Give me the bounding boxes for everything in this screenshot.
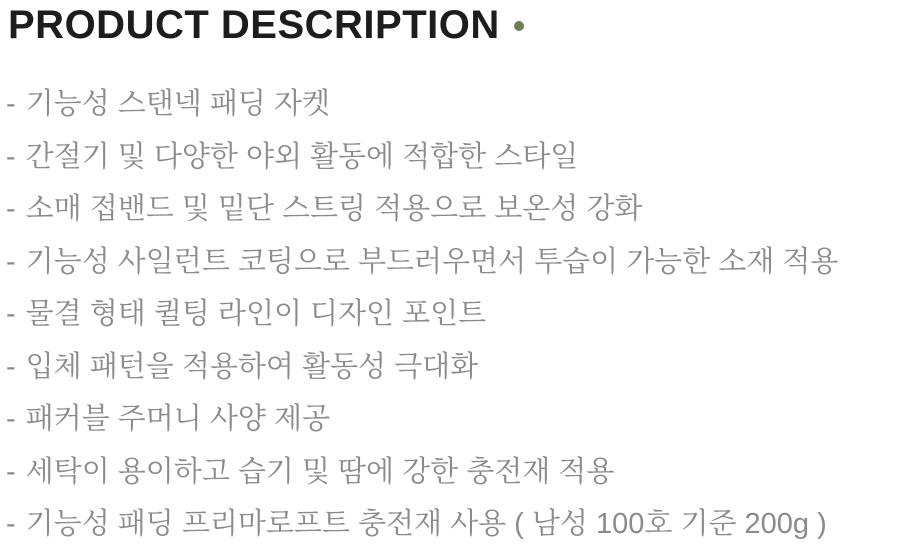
bullet-dash: - [6, 508, 16, 540]
list-item [6, 498, 900, 549]
list-item-text: 간절기 및 다양한 야외 활동에 적합한 스타일 [25, 140, 579, 173]
list-item [6, 131, 900, 184]
bullet-dash: - [6, 193, 16, 225]
list-item [6, 183, 900, 236]
list-item-text: 소매 접밴드 및 밑단 스트링 적용으로 보온성 강화 [25, 193, 643, 225]
list-item [6, 236, 900, 289]
section-header [6, 2, 900, 48]
accent-dot-icon [514, 21, 524, 31]
bullet-dash: - [6, 245, 16, 278]
bullet-dash: - [6, 403, 16, 435]
list-item [6, 446, 900, 499]
bullet-dash: - [6, 455, 16, 488]
bullet-dash: - [6, 140, 16, 173]
list-item [6, 393, 900, 446]
bullet-dash: - [6, 88, 16, 120]
bullet-dash: - [6, 298, 16, 330]
list-item [6, 341, 900, 394]
list-item [6, 288, 900, 341]
list-item-text: 입체 패턴을 적용하여 활동성 극대화 [25, 350, 479, 383]
list-item-text: 기능성 패딩 프리마로프트 충전재 사용 ( 남성 100호 기준 200g ) [25, 508, 827, 540]
description-list [6, 78, 900, 549]
list-item-text: 패커블 주머니 사양 제공 [25, 403, 330, 435]
list-item-text: 기능성 스탠넥 패딩 자켓 [25, 88, 330, 120]
list-item-text: 기능성 사일런트 코팅으로 부드러우면서 투습이 가능한 소재 적용 [25, 245, 839, 278]
list-item [6, 78, 900, 131]
list-item-text: 물결 형태 퀼팅 라인이 디자인 포인트 [25, 298, 487, 330]
list-item-text: 세탁이 용이하고 습기 및 땀에 강한 충전재 적용 [25, 455, 615, 488]
section-title: PRODUCT DESCRIPTION [8, 3, 500, 47]
bullet-dash: - [6, 350, 16, 383]
